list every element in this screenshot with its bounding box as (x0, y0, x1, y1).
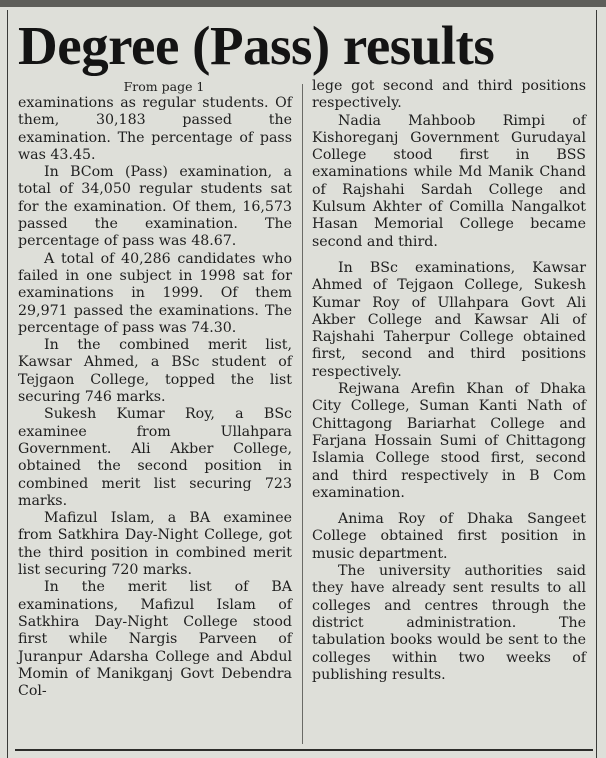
paragraph: The university authorities said they have already sent results to all colleges and centres through the district administration. The tabulation books would be sent to the colleges within two weeks of publishing results. (312, 563, 586, 683)
paragraph: Sukesh Kumar Roy, a BSc examinee from Ullahpara Government. Ali Akber College, obtained the second position in combined merit list securing 723 marks. (18, 406, 292, 509)
paragraph: In BSc examinations, Kawsar Ahmed of Tejgaon College, Sukesh Kumar Roy of Ullahpara Govt Ali Akber College and Kawsar Ali of Rajshahi Taherpur College obtained first, second and third positions respectively. (312, 259, 586, 380)
bottom-rule (15, 749, 593, 751)
paragraph: In the combined merit list, Kawsar Ahmed, a BSc student of Tejgaon College, topped the list securing 746 marks. (18, 337, 292, 406)
column-divider (302, 84, 303, 744)
paragraph: examinations as regular students. Of them, 30,183 passed the examination. The percentage of pass was 43.45. (18, 95, 292, 163)
paragraph: Rejwana Arefin Khan of Dhaka City College, Suman Kanti Nath of Chittagong Bariarhat College and Farjana Hossain Sumi of Chittagong Islamia College stood first, second and third respectively in B Com examination. (312, 381, 586, 501)
paragraph: Nadia Mahboob Rimpi of Kishoreganj Government Gurudayal College stood first in BSS examinations while Md Manik Chand of Rajshahi Sardah College and Kulsum Akhter of Comilla Nangalkot Hasan Memorial College became second and third. (312, 112, 586, 250)
right-frame-rule (596, 10, 597, 758)
paragraph: In BCom (Pass) examination, a total of 34,050 regular students sat for the examination. Of them, 16,573 passed the examination. The percentage of pass was 48.67. (18, 164, 292, 250)
paragraph: In the merit list of BA examinations, Mafizul Islam of Satkhira Day-Night College stood first while Nargis Parveen of Juranpur Adarsha College and Abdul Momin of Manikganj Govt Debendra Col- (18, 579, 292, 700)
paragraph: A total of 40,286 candidates who failed in one subject in 1998 sat for examinations in 1999. Of them 29,971 passed the examinations. The percentage of pass was 74.30. (18, 250, 292, 336)
left-column (18, 78, 292, 700)
right-column (312, 78, 586, 684)
top-border (0, 0, 606, 7)
continued-from-note: From page 1 (123, 79, 205, 94)
left-frame-rule (7, 10, 8, 758)
paragraph: Anima Roy of Dhaka Sangeet College obtained first position in music department. (312, 511, 586, 562)
paragraph: lege got second and third positions respectively. (312, 78, 586, 112)
paragraph: Mafizul Islam, a BA examinee from Satkhira Day-Night College, got the third position in combined merit list securing 720 marks. (18, 510, 292, 579)
headline: Degree (Pass) results (18, 15, 495, 76)
